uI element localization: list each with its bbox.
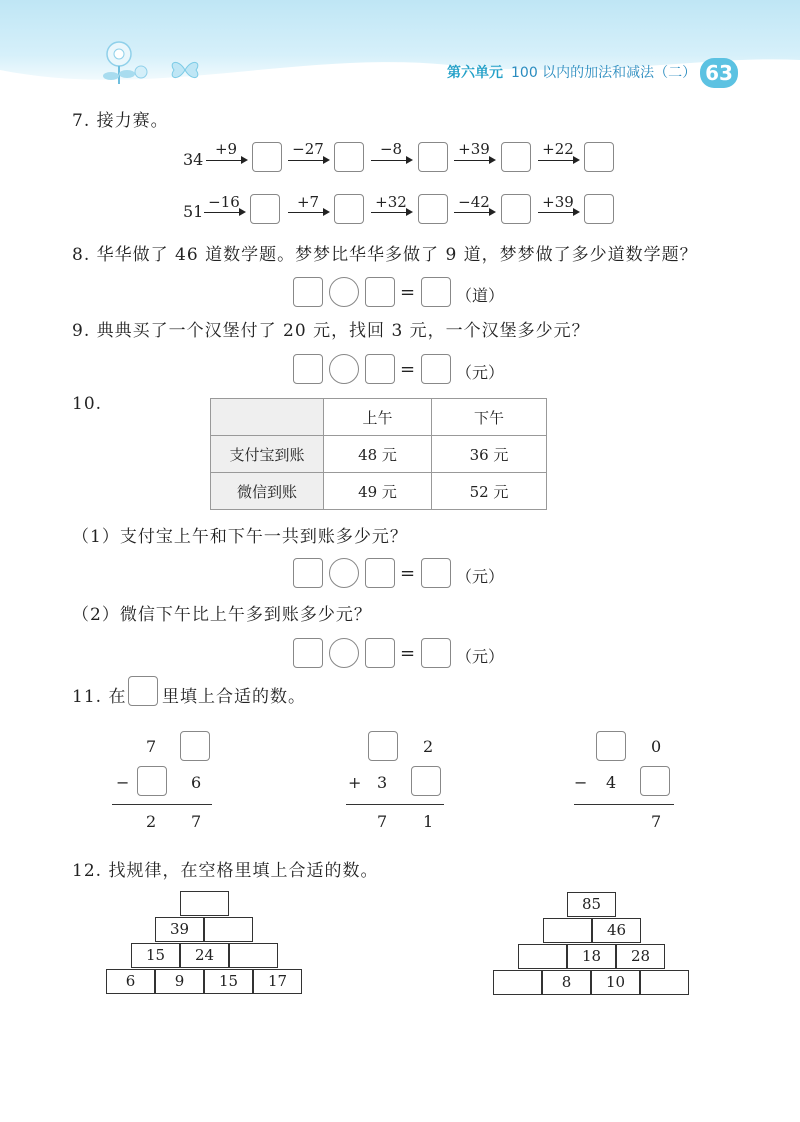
digit: 4 [606, 773, 617, 792]
equals-sign: = [400, 563, 416, 584]
q7-row2-op: +39 [542, 193, 574, 211]
unit-name: 100 以内的加法和减法（二） [511, 65, 697, 81]
sum-line [112, 804, 212, 805]
equation-operator-circle[interactable] [329, 354, 359, 384]
answer-box[interactable] [252, 142, 282, 172]
answer-box[interactable] [418, 194, 448, 224]
equation-operator-circle[interactable] [329, 277, 359, 307]
pyramid-cell-blank[interactable] [518, 944, 567, 969]
pyramid-cell: 15 [204, 969, 253, 994]
equals-sign: = [400, 359, 416, 380]
digit-box[interactable] [368, 731, 398, 761]
equation-result-box[interactable] [421, 277, 451, 307]
digit: 2 [423, 737, 434, 756]
table-row-label: 支付宝到账 [211, 436, 324, 473]
answer-box[interactable] [334, 142, 364, 172]
q11-title-start: 11. 在 [72, 687, 127, 707]
arrow [454, 160, 494, 161]
equals-sign: = [400, 282, 416, 303]
digit: 7 [651, 812, 662, 831]
unit-label: （元） [456, 363, 505, 382]
digit: 7 [377, 812, 388, 831]
digit: 0 [651, 737, 662, 756]
arrow [454, 212, 494, 213]
unit-label: （元） [456, 647, 505, 666]
equation-number-box[interactable] [293, 558, 323, 588]
equation-operator-circle[interactable] [329, 638, 359, 668]
pyramid-cell: 17 [253, 969, 302, 994]
pyramid-cell: 15 [131, 943, 180, 968]
sum-line [574, 804, 674, 805]
q7-row1-op: −27 [292, 140, 324, 158]
equation-result-box[interactable] [421, 558, 451, 588]
arrow [206, 160, 246, 161]
digit-box[interactable] [137, 766, 167, 796]
q7-row1-op: +9 [214, 140, 238, 158]
unit-label: （元） [456, 567, 505, 586]
unit-label: 第六单元 [447, 65, 503, 81]
pyramid-cell-blank[interactable] [229, 943, 278, 968]
equation-operator-circle[interactable] [329, 558, 359, 588]
q7-row2-op: −16 [208, 193, 240, 211]
blank-box-sample [128, 676, 158, 706]
q9-title: 9. 典典买了一个汉堡付了 20 元，找回 3 元，一个汉堡多少元？ [72, 321, 590, 341]
q10-sub2-title: （2）微信下午比上午多到账多少元？ [72, 605, 372, 625]
pyramid-cell: 10 [591, 970, 640, 995]
equation-result-box[interactable] [421, 354, 451, 384]
pyramid-cell-blank[interactable] [204, 917, 253, 942]
table-header-cell: 上午 [324, 399, 432, 436]
pyramid-cell: 39 [155, 917, 204, 942]
q7-row1-op: −8 [379, 140, 403, 158]
arrow [371, 160, 411, 161]
answer-box[interactable] [584, 142, 614, 172]
pyramid-cell: 46 [592, 918, 641, 943]
equation-number-box[interactable] [365, 638, 395, 668]
pyramid-cell-blank[interactable] [543, 918, 592, 943]
table-cell: 36 元 [432, 436, 547, 473]
unit-label: （道） [456, 286, 505, 305]
pyramid-cell: 85 [567, 892, 616, 917]
pyramid-cell: 28 [616, 944, 665, 969]
table-header-cell [211, 399, 324, 436]
unit-title [447, 62, 696, 82]
q12-title: 12. 找规律，在空格里填上合适的数。 [72, 861, 379, 881]
q7-row1-op: +39 [458, 140, 490, 158]
equals-sign: = [400, 643, 416, 664]
pyramid-cell-blank[interactable] [493, 970, 542, 995]
operator: − [116, 773, 130, 792]
arrow [538, 160, 578, 161]
answer-box[interactable] [250, 194, 280, 224]
operator: − [574, 773, 588, 792]
digit-box[interactable] [640, 766, 670, 796]
equation-number-box[interactable] [365, 277, 395, 307]
q10-sub1-title: （1）支付宝上午和下午一共到账多少元？ [72, 527, 408, 547]
operator: + [348, 773, 362, 792]
arrow [538, 212, 578, 213]
digit: 7 [146, 737, 157, 756]
table-cell: 52 元 [432, 473, 547, 510]
table-row-label: 微信到账 [211, 473, 324, 510]
butterfly-icon [168, 58, 202, 82]
arrow [371, 212, 411, 213]
q7-row1-op: +22 [542, 140, 574, 158]
arrow [288, 212, 328, 213]
q7-row2-op: +7 [296, 193, 320, 211]
table-cell: 48 元 [324, 436, 432, 473]
q8-title: 8. 华华做了 46 道数学题。梦梦比华华多做了 9 道，梦梦做了多少道数学题？ [72, 245, 698, 265]
answer-box[interactable] [418, 142, 448, 172]
pyramid-cell: 24 [180, 943, 229, 968]
digit: 7 [191, 812, 202, 831]
table-cell: 49 元 [324, 473, 432, 510]
table-header-cell: 下午 [432, 399, 547, 436]
equation-number-box[interactable] [293, 638, 323, 668]
digit-box[interactable] [596, 731, 626, 761]
page-number: 63 [700, 58, 738, 88]
digit-box[interactable] [180, 731, 210, 761]
equation-number-box[interactable] [293, 277, 323, 307]
q7-row2-start: 51 [183, 202, 204, 221]
digit: 3 [377, 773, 388, 792]
equation-number-box[interactable] [293, 354, 323, 384]
digit: 6 [191, 773, 202, 792]
q11-title-end: 里填上合适的数。 [162, 687, 306, 707]
q7-row2-op: −42 [458, 193, 490, 211]
payment-table [210, 398, 547, 510]
pyramid-cell: 8 [542, 970, 591, 995]
answer-box[interactable] [334, 194, 364, 224]
pyramid-cell: 9 [155, 969, 204, 994]
pyramid-cell: 18 [567, 944, 616, 969]
sum-line [346, 804, 444, 805]
flower-icon [95, 38, 155, 86]
q7-row2-op: +32 [375, 193, 407, 211]
q7-title: 7. 接力赛。 [72, 111, 169, 131]
equation-result-box[interactable] [421, 638, 451, 668]
pyramid-cell: 6 [106, 969, 155, 994]
q7-row1-start: 34 [183, 150, 204, 169]
answer-box[interactable] [584, 194, 614, 224]
q10-title: 10. [72, 394, 103, 414]
arrow [288, 160, 328, 161]
digit: 1 [423, 812, 434, 831]
arrow [204, 212, 244, 213]
answer-box[interactable] [501, 142, 531, 172]
pyramid-cell-blank[interactable] [640, 970, 689, 995]
equation-number-box[interactable] [365, 354, 395, 384]
digit: 2 [146, 812, 157, 831]
answer-box[interactable] [501, 194, 531, 224]
pyramid-cell-blank[interactable] [180, 891, 229, 916]
equation-number-box[interactable] [365, 558, 395, 588]
digit-box[interactable] [411, 766, 441, 796]
